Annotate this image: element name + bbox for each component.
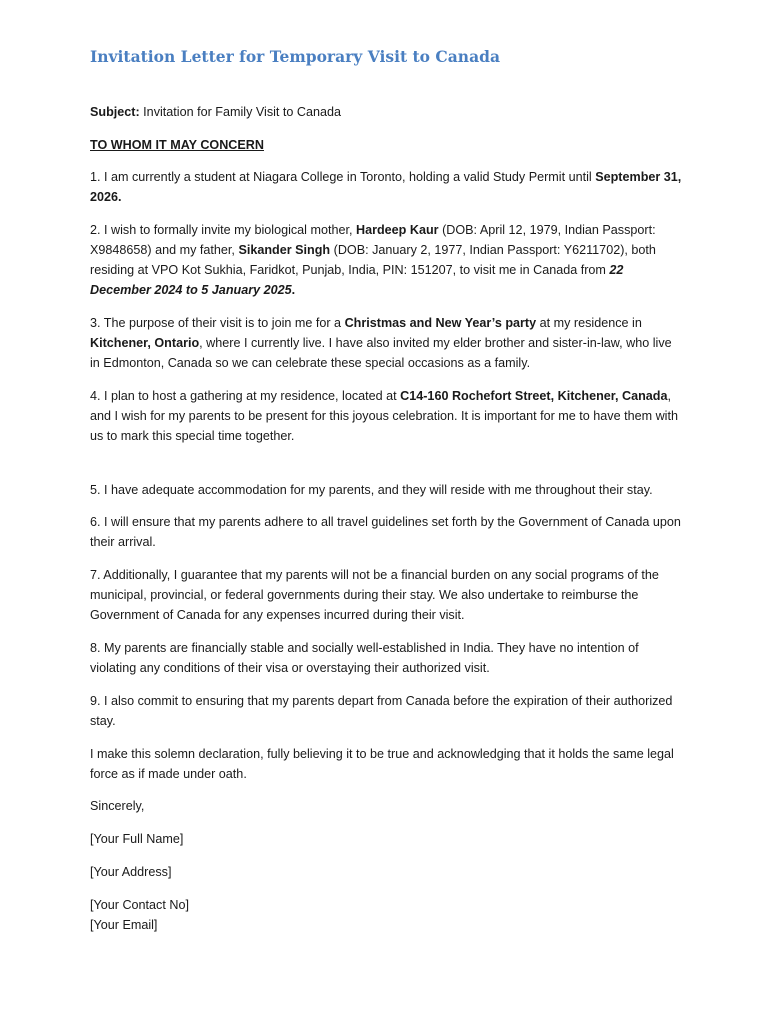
paragraph-8: 8. My parents are financially stable and socially well-established in India. They have no intention of violating any conditions of their visa or overstaying their authorized visit. [90, 641, 639, 675]
p3-text-c: , where I currently live. I have also invited my elder brother and sister-in-law, who live in Edmonton, Canada so we can celebrate these special occasions as a family. [90, 336, 672, 370]
subject-text: Invitation for Family Visit to Canada [139, 105, 342, 119]
p1-text: 1. I am currently a student at Niagara College in Toronto, holding a valid Study Permit until [90, 170, 596, 184]
paragraph-4 [90, 386, 682, 446]
paragraph-3 [90, 313, 682, 373]
paragraph-5: 5. I have adequate accommodation for my parents, and they will reside with me throughout their stay. [90, 483, 653, 497]
residence-city: Kitchener, Ontario [90, 336, 200, 350]
signature-contact: [Your Contact No] [90, 898, 189, 912]
residence-address: C14-160 Rochefort Street, Kitchener, Canada [400, 389, 668, 403]
p2-text-d: . [291, 283, 296, 297]
subject-line [90, 102, 682, 122]
mother-name: Hardeep Kaur [355, 223, 439, 237]
visit-dates: 22 December 2024 to 5 January 2025 [90, 263, 624, 297]
paragraph-7: 7. Additionally, I guarantee that my parents will not be a financial burden on any social programs of the municipal, provincial, or federal governments during their stay. We also undertake to reimburse the Government of Canada for any expenses incurred during their visit. [90, 568, 659, 622]
paragraph-9: 9. I also commit to ensuring that my parents depart from Canada before the expiration of their authorized stay. [90, 694, 673, 728]
p2-text-a: 2. I wish to formally invite my biological mother, [90, 223, 356, 237]
permit-expiry: September 31, 2026. [90, 170, 682, 204]
p4-text-b: , and I wish for my parents to be present for this joyous celebration. It is important for me to have them with us to mark this special time together. [90, 389, 678, 443]
paragraph-2 [90, 220, 682, 300]
p4-text-a: 4. I plan to host a gathering at my residence, located at [90, 389, 401, 403]
event-name: Christmas and New Year’s party [344, 316, 537, 330]
p2-text-b: (DOB: April 12, 1979, Indian Passport: X9848658) and my father, [90, 223, 656, 257]
p2-text-c: (DOB: January 2, 1977, Indian Passport: Y6211702), both residing at VPO Kot Sukhia, Faridkot, Punjab, India, PIN: 151207, to visit me in Canada from [90, 243, 656, 277]
paragraph-6: 6. I will ensure that my parents adhere to all travel guidelines set forth by the Government of Canada upon their arrival. [90, 515, 681, 549]
document-title: Invitation Letter for Temporary Visit to Canada [90, 47, 500, 66]
father-name: Sikander Singh [238, 243, 331, 257]
paragraph-1 [90, 167, 682, 207]
declaration: I make this solemn declaration, fully believing it to be true and acknowledging that it holds the same legal force as if made under oath. [90, 747, 674, 781]
salutation-text: TO WHOM IT MAY CONCERN [90, 138, 264, 152]
signature-email: [Your Email] [90, 918, 158, 932]
p3-text-b: at my residence in [536, 316, 642, 330]
p3-text-a: 3. The purpose of their visit is to join me for a [90, 316, 345, 330]
signature-address: [Your Address] [90, 865, 172, 879]
subject-label: Subject: [90, 105, 140, 119]
signature-name: [Your Full Name] [90, 832, 184, 846]
closing: Sincerely, [90, 799, 145, 813]
salutation [90, 135, 682, 155]
